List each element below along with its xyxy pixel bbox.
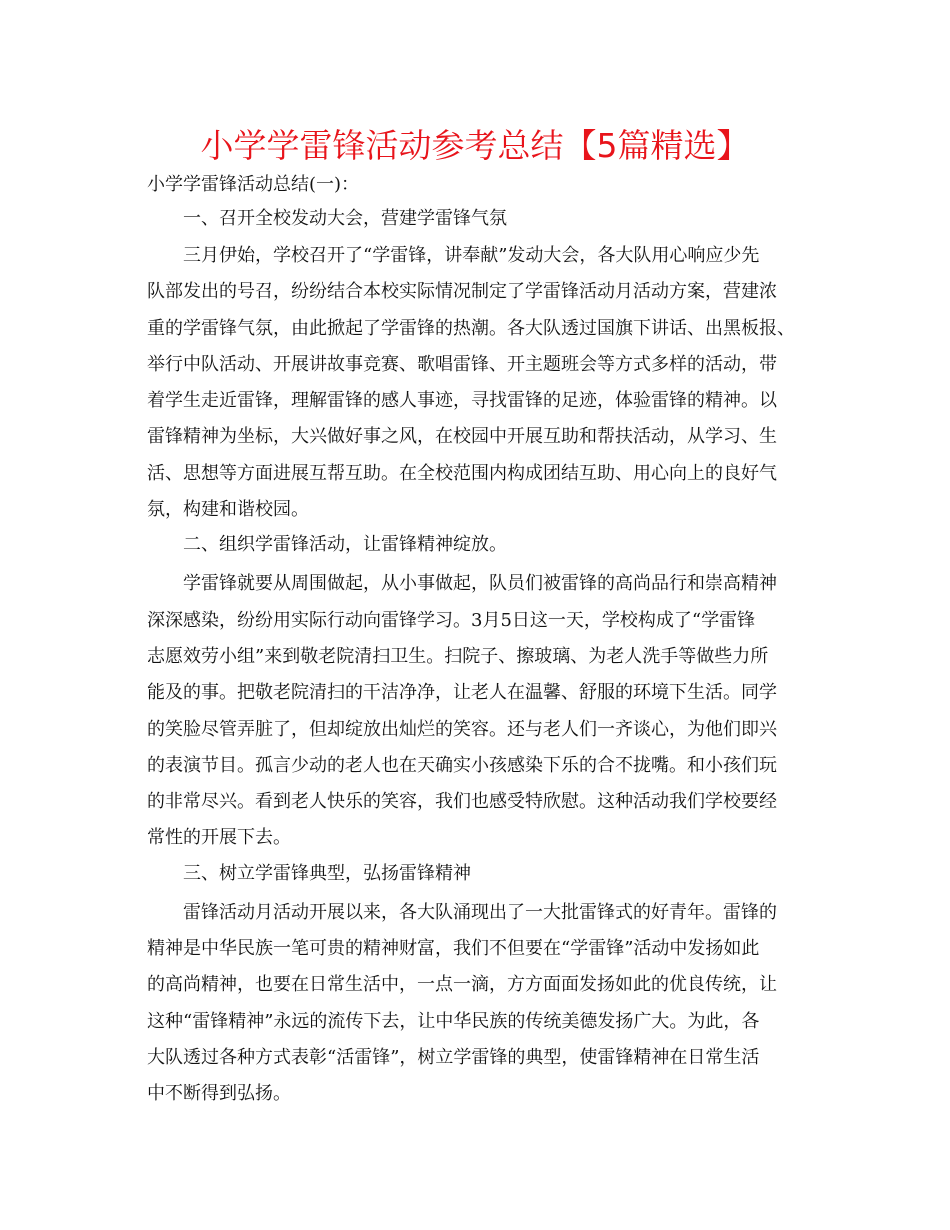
section-heading: 一、召开全校发动大会，营建学雷锋气氛 <box>183 208 507 229</box>
paragraph-line: 雷锋活动月活动开展以来，各大队涌现出了一大批雷锋式的好青年。雷锋的 <box>183 901 777 923</box>
paragraph-line: 志愿效劳小组”来到敬老院清扫卫生。扫院子、擦玻璃、为老人洗手等做些力所 <box>147 645 769 667</box>
paragraph-line: 能及的事。把敬老院清扫的干洁净净，让老人在温馨、舒服的环境下生活。同学 <box>147 682 777 704</box>
document-body <box>147 168 807 1113</box>
paragraph-line: 大队透过各种方式表彰“活雷锋”，树立学雷锋的典型，使雷锋精神在日常生活 <box>147 1046 760 1068</box>
paragraph-line: 学雷锋就要从周围做起，从小事做起，队员们被雷锋的高尚品行和崇高精神 <box>183 573 777 595</box>
paragraph-line: 深深感染，纷纷用实际行动向雷锋学习。3月5日这一天，学校构成了“学雷锋 <box>147 609 756 631</box>
document-title: 小学学雷锋活动参考总结【5篇精选】 <box>200 126 750 165</box>
paragraph-line: 的笑脸尽管弄脏了，但却绽放出灿烂的笑容。还与老人们一齐谈心，为他们即兴 <box>147 718 777 740</box>
section-1 <box>147 202 807 528</box>
document-subtitle: 小学学雷锋活动总结(一)： <box>147 174 360 195</box>
paragraph-line: 常性的开展下去。 <box>147 827 291 849</box>
paragraph-line: 三月伊始，学校召开了“学雷锋，讲奉献”发动大会，各大队用心响应少先 <box>183 245 760 266</box>
section-heading: 二、组织学雷锋活动，让雷锋精神绽放。 <box>183 534 507 556</box>
section-3 <box>147 857 807 1113</box>
paragraph-line: 中不断得到弘扬。 <box>147 1083 291 1105</box>
section-paragraph <box>147 895 807 1113</box>
paragraph-line: 雷锋精神为坐标，大兴做好事之风，在校园中开展互助和帮扶活动，从学习、生 <box>147 426 777 448</box>
section-heading: 三、树立学雷锋典型，弘扬雷锋精神 <box>183 862 471 884</box>
paragraph-line: 重的学雷锋气氛，由此掀起了学雷锋的热潮。各大队透过国旗下讲话、出黑板报、 <box>147 317 795 339</box>
paragraph-line: 精神是中华民族一笔可贵的精神财富，我们不但要在“学雷锋”活动中发扬如此 <box>147 938 760 960</box>
paragraph-line: 的非常尽兴。看到老人快乐的笑容，我们也感受特欣慰。这种活动我们学校要经 <box>147 791 777 813</box>
paragraph-line: 这种“雷锋精神”永远的流传下去，让中华民族的传统美德发扬广大。为此，各 <box>147 1010 760 1032</box>
section-2 <box>147 528 807 856</box>
paragraph-line: 着学生走近雷锋，理解雷锋的感人事迹，寻找雷锋的足迹，体验雷锋的精神。以 <box>147 390 777 412</box>
section-paragraph <box>147 566 807 856</box>
section-paragraph <box>147 238 807 528</box>
paragraph-line: 的表演节目。孤言少动的老人也在天确实小孩感染下乐的合不拢嘴。和小孩们玩 <box>147 754 777 776</box>
paragraph-line: 队部发出的号召，纷纷结合本校实际情况制定了学雷锋活动月活动方案，营建浓 <box>147 281 777 303</box>
paragraph-line: 举行中队活动、开展讲故事竞赛、歌唱雷锋、开主题班会等方式多样的活动，带 <box>147 353 777 375</box>
paragraph-line: 活、思想等方面进展互帮互助。在全校范围内构成团结互助、用心向上的良好气 <box>147 462 777 484</box>
paragraph-line: 的高尚精神，也要在日常生活中，一点一滴，方方面面发扬如此的优良传统，让 <box>147 974 777 996</box>
paragraph-line: 氛，构建和谐校园。 <box>147 499 309 521</box>
